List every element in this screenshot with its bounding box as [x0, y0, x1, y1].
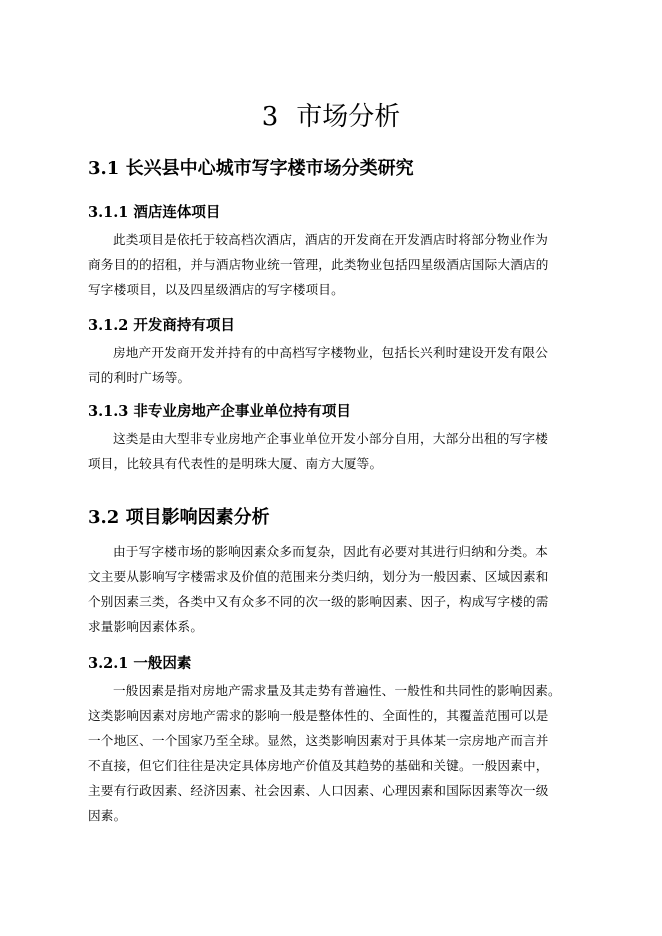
paragraph-line: 不直接，但它们往往是决定具体房地产价值及其趋势的基础和关键。一般因素中， [88, 758, 549, 773]
paragraph-line: 个别因素三类，各类中又有众多不同的次一级的影响因素、因子，构成写字楼的需 [88, 594, 549, 609]
paragraph-line: 由于写字楼市场的影响因素众多而复杂，因此有必要对其进行归纳和分类。本 [113, 544, 548, 559]
paragraph-line: 项目，比较具有代表性的是明珠大厦、南方大厦等。 [88, 456, 383, 471]
paragraph-line: 求量影响因素体系。 [88, 619, 204, 634]
chapter-title [0, 96, 662, 133]
paragraph-line: 主要有行政因素、经济因素、社会因素、人口因素、心理因素和国际因素等次一级 [88, 783, 549, 798]
paragraph-line: 商务目的的招租，并与酒店物业统一管理，此类物业包括四星级酒店国际大酒店的 [88, 257, 549, 272]
paragraph-line: 这类影响因素对房地产需求的影响一般是整体性的、全面性的，其覆盖范围可以是 [88, 708, 549, 723]
paragraph-line: 因素。 [88, 808, 127, 823]
paragraph-line: 写字楼项目，以及四星级酒店的写字楼项目。 [88, 282, 344, 297]
chapter-number: 3 [261, 102, 279, 132]
section-heading-3-2-1: 3.2.1 一般因素 [88, 655, 192, 672]
paragraph-line: 房地产开发商开发并持有的中高档写字楼物业，包括长兴利时建设开发有限公 [113, 345, 548, 360]
section-heading-3-1-2: 3.1.2 开发商持有项目 [88, 317, 235, 334]
section-heading-3-1-3: 3.1.3 非专业房地产企事业单位持有项目 [88, 403, 351, 420]
paragraph-line: 一个地区、一个国家乃至全球。显然，这类影响因素对于具体某一宗房地产而言并 [88, 733, 549, 748]
section-heading-3-2: 3.2 项目影响因素分析 [88, 507, 270, 528]
chapter-name: 市场分析 [296, 102, 401, 132]
paragraph-line: 此类项目是依托于较高档次酒店，酒店的开发商在开发酒店时将部分物业作为 [113, 232, 548, 247]
paragraph-line: 文主要从影响写字楼需求及价值的范围来分类归纳，划分为一般因素、区域因素和 [88, 569, 549, 584]
paragraph-line: 一般因素是指对房地产需求量及其走势有普遍性、一般性和共同性的影响因素。 [113, 683, 561, 698]
paragraph-line: 这类是由大型非专业房地产企事业单位开发小部分自用，大部分出租的写字楼 [113, 431, 548, 446]
section-heading-3-1: 3.1 长兴县中心城市写字楼市场分类研究 [88, 158, 414, 179]
paragraph-line: 司的利时广场等。 [88, 370, 191, 385]
section-heading-3-1-1: 3.1.1 酒店连体项目 [88, 204, 221, 221]
